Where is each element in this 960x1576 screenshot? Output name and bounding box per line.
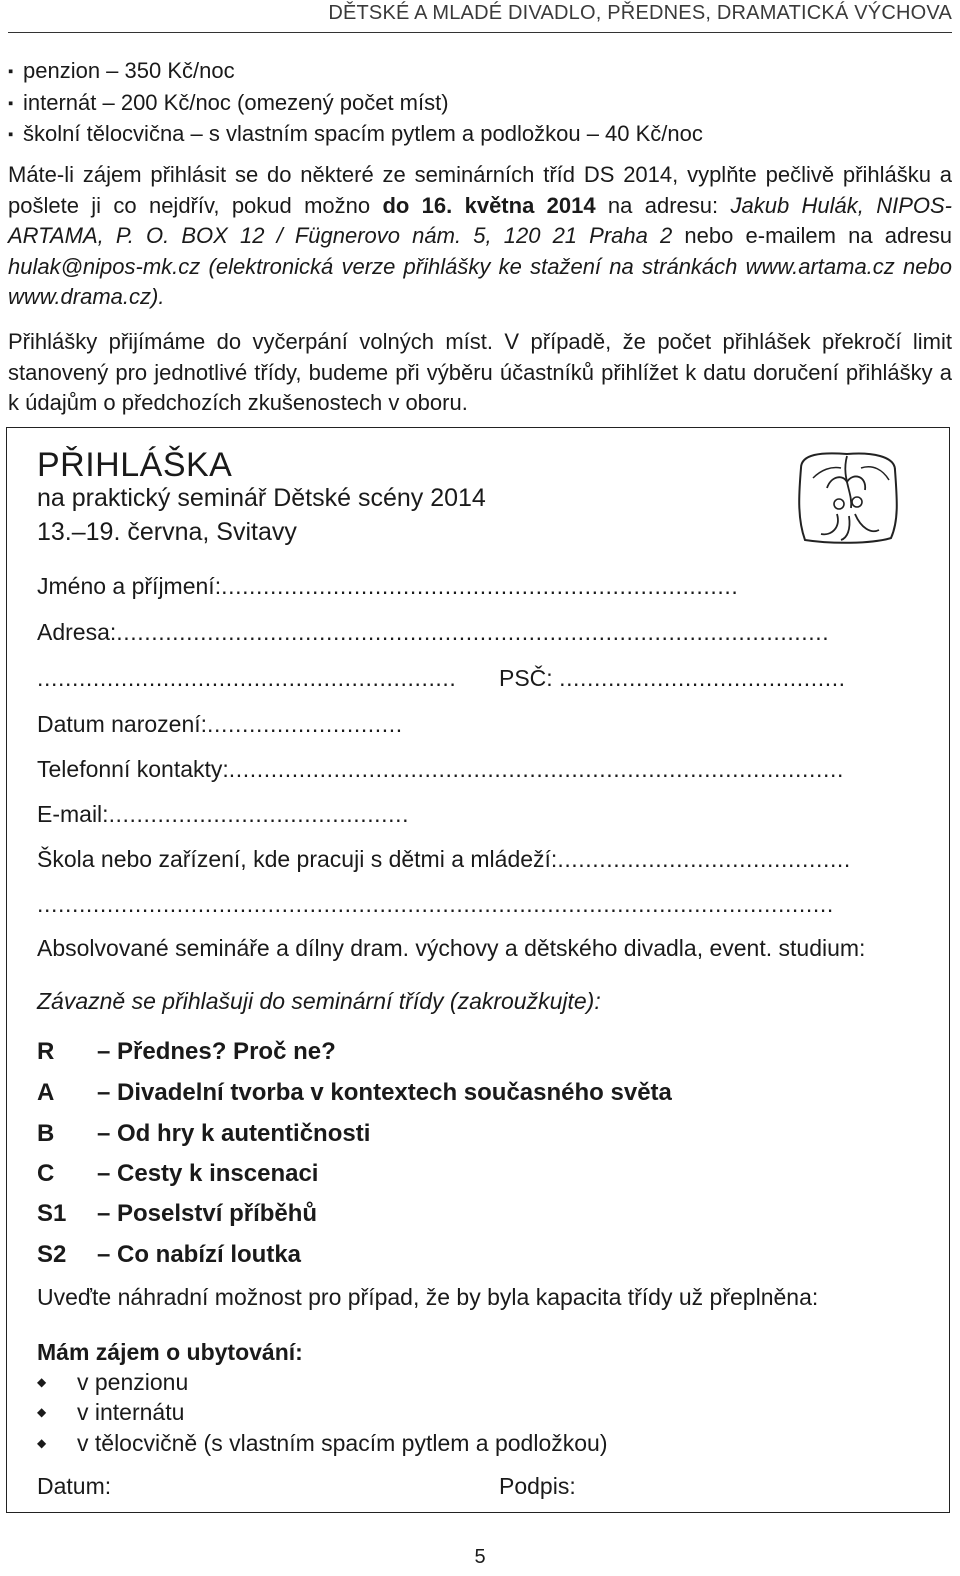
field-email-label: E-mail:	[37, 801, 109, 827]
field-phone-label: Telefonní kontakty:	[37, 756, 229, 782]
diamond-bullet-icon: ◆	[37, 1405, 47, 1419]
field-zip-label: PSČ:	[499, 665, 553, 691]
accommodation-option-label: v tělocvičně (s vlastním spacím pytlem a podložkou)	[77, 1430, 608, 1456]
field-school-label: Škola nebo zařízení, kde pracuji s dětmi a mládeží:	[37, 846, 558, 872]
field-school-line-2[interactable]: ..................................................................................................................	[37, 891, 834, 917]
diamond-bullet-icon: ◆	[37, 1436, 47, 1450]
course-option[interactable]	[37, 1200, 317, 1228]
binding-instruction	[37, 988, 601, 1015]
deadline-text: do 16. května 2014	[382, 192, 596, 218]
course-name: – Divadelní tvorba v kontextech současného světa	[97, 1079, 672, 1106]
course-code: B	[37, 1120, 55, 1147]
field-address-line-2[interactable]: ............................................................	[37, 665, 457, 691]
capacity-note: Přihlášky přijímáme do vyčerpání volných míst. V případě, že počet přihlášek překročí limit stanovený pro jednotlivé třídy, budeme při výběru účastníků přihlížet k datu doručení přihlášky a k údajům o předchozích zkušenostech v oboru.	[8, 329, 952, 415]
form-dates: 13.–19. června, Svitavy	[37, 518, 297, 546]
course-option[interactable]	[37, 1079, 672, 1107]
running-header	[8, 2, 952, 33]
application-form	[6, 427, 950, 1513]
instructions-text-2: na adresu:	[595, 192, 731, 218]
field-name-label: Jméno a příjmení:	[37, 573, 222, 599]
running-header-text: DĚTSKÉ A MLADÉ DIVADLO, PŘEDNES, DRAMATICKÁ VÝCHOVA	[328, 2, 952, 24]
signature-field[interactable]	[499, 1473, 576, 1500]
field-name[interactable]: Jméno a příjmení:..........................................................................	[37, 573, 739, 599]
field-phone[interactable]: Telefonní kontakty:........................................................................................	[37, 756, 844, 782]
accommodation-title: Mám zájem o ubytování:	[37, 1339, 303, 1365]
field-birth-date-label: Datum narození:	[37, 711, 208, 737]
field-seminars-label: Absolvované semináře a dílny dram. výchovy a dětského divadla, event. studium:	[37, 935, 866, 961]
accommodation-option[interactable]	[37, 1369, 188, 1396]
date-field[interactable]	[37, 1473, 111, 1500]
course-code: S1	[37, 1200, 67, 1227]
form-subtitle: na praktický seminář Dětské scény 2014	[37, 484, 486, 512]
page-number: 5	[474, 1546, 486, 1568]
registration-instructions	[8, 160, 952, 313]
field-birth-date[interactable]: Datum narození:............................	[37, 711, 403, 737]
course-option[interactable]	[37, 1120, 370, 1148]
instructions-text-1: Máte-li zájem přihlásit se do některé ze seminárních tříd DS 2014, vyplňte pečlivě přihlášku a pošlete ji co nejdřív, pokud možno	[8, 162, 952, 218]
course-option[interactable]	[37, 1160, 318, 1188]
price-item-internat: ▪ internát – 200 Kč/noc (omezený počet míst)	[8, 88, 703, 120]
form-title: PŘIHLÁŠKA	[37, 446, 233, 484]
price-item-penzion: ▪ penzion – 350 Kč/noc	[8, 56, 703, 88]
course-name: – Co nabízí loutka	[97, 1241, 302, 1268]
accommodation-option-label: v internátu	[77, 1399, 185, 1425]
course-option[interactable]	[37, 1038, 336, 1066]
field-school[interactable]: Škola nebo zařízení, kde pracuji s dětmi a mládeží:..........................................	[37, 846, 851, 872]
field-zip[interactable]: PSČ: .........................................	[499, 665, 846, 691]
course-code: C	[37, 1160, 55, 1187]
alternative-choice-label: Uveďte náhradní možnost pro případ, že by byla kapacita třídy už přeplněna:	[37, 1284, 819, 1310]
accommodation-option-label: v penzionu	[77, 1369, 189, 1395]
course-option[interactable]	[37, 1241, 301, 1269]
field-email[interactable]: E-mail:...........................................	[37, 801, 410, 827]
binding-instruction-text: Závazně se přihlašuji do seminární třídy (zakroužkujte):	[37, 988, 601, 1014]
course-name: – Od hry k autentičnosti	[97, 1120, 371, 1147]
course-code: A	[37, 1079, 55, 1106]
accommodation-price-list	[8, 56, 703, 151]
email-and-web-note: hulak@nipos-mk.cz (elektronická verze přihlášky ke stažení na stránkách www.artama.cz nebo www.drama.cz).	[8, 253, 952, 309]
accommodation-option[interactable]	[37, 1430, 607, 1457]
date-label: Datum:	[37, 1473, 112, 1499]
course-name: – Poselství příběhů	[97, 1200, 318, 1227]
diamond-bullet-icon: ◆	[37, 1375, 47, 1389]
alternative-choice-field[interactable]	[37, 1284, 818, 1311]
accommodation-option[interactable]	[37, 1399, 184, 1426]
festival-logo-icon	[791, 448, 903, 548]
field-seminars[interactable]	[37, 935, 865, 962]
course-name: – Cesty k inscenaci	[97, 1160, 319, 1187]
field-address[interactable]: Adresa:......................................................................................................	[37, 619, 830, 645]
field-address-label: Adresa:	[37, 619, 117, 645]
course-name: – Přednes? Proč ne?	[97, 1038, 336, 1065]
signature-label: Podpis:	[499, 1473, 576, 1499]
postal-address: Jakub Hulák, NIPOS-ARTAMA, P. O. BOX 12 / Fügnerovo nám. 5, 120 21 Praha 2	[8, 192, 952, 248]
price-item-telocvicna: ▪ školní tělocvična – s vlastním spacím pytlem a podložkou – 40 Kč/noc	[8, 119, 703, 151]
instructions-text-3: nebo e-mailem na adresu	[672, 223, 953, 248]
course-code: S2	[37, 1241, 67, 1268]
course-code: R	[37, 1038, 55, 1065]
